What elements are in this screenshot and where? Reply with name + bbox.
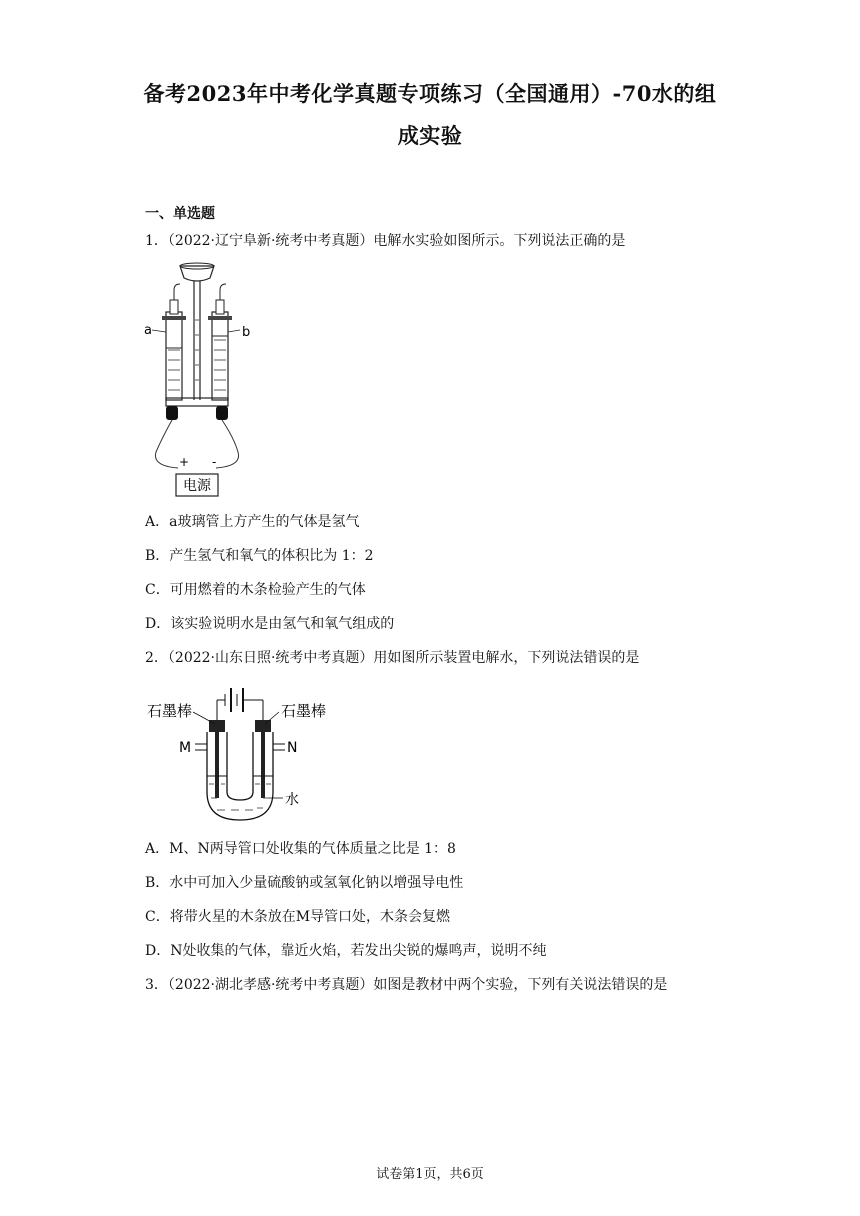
q2-option-d: D．N处收集的气体，靠近火焰，若发出尖锐的爆鸣声，说明不纯 bbox=[145, 943, 547, 959]
question-1-stem: 1．（2022·辽宁阜新·统考中考真题）电解水实验如图所示。下列说法正确的是 bbox=[145, 233, 626, 249]
question-2-stem: 2．（2022·山东日照·统考中考真题）用如图所示装置电解水，下列说法错误的是 bbox=[145, 650, 640, 666]
label-b: b bbox=[242, 325, 251, 340]
label-n: N bbox=[287, 740, 298, 756]
electrolysis-apparatus-figure bbox=[142, 260, 252, 504]
plus-sign: + bbox=[179, 455, 190, 469]
q1-option-d: D．该实验说明水是由氢气和氧气组成的 bbox=[145, 616, 395, 632]
q2-option-c: C．将带火星的木条放在M导管口处，木条会复燃 bbox=[145, 909, 451, 925]
q1-option-a: A．a玻璃管上方产生的气体是氢气 bbox=[145, 514, 360, 530]
label-m: M bbox=[179, 740, 192, 756]
power-source-label: 电源 bbox=[183, 478, 211, 494]
water-label: 水 bbox=[285, 792, 299, 808]
u-tube-electrolysis-figure bbox=[145, 680, 345, 834]
question-3-stem: 3．（2022·湖北孝感·统考中考真题）如图是教材中两个实验，下列有关说法错误的是 bbox=[145, 977, 668, 993]
q1-option-c: C．可用燃着的木条检验产生的气体 bbox=[145, 582, 366, 598]
doc-title-line1: 备考2023年中考化学真题专项练习（全国通用）-70水的组 bbox=[143, 81, 717, 106]
right-graphite-rod-label: 石墨棒 bbox=[281, 702, 327, 720]
doc-title-line2: 成实验 bbox=[397, 123, 463, 148]
section-heading: 一、单选题 bbox=[145, 206, 215, 222]
q2-option-b: B．水中可加入少量硫酸钠或氢氧化钠以增强导电性 bbox=[145, 875, 464, 891]
left-graphite-rod-label: 石墨棒 bbox=[147, 702, 193, 720]
minus-sign: - bbox=[212, 455, 217, 469]
q2-option-a: A．M、N两导管口处收集的气体质量之比是 1：8 bbox=[145, 841, 456, 857]
page-footer: 试卷第1页，共6页 bbox=[376, 1167, 484, 1182]
label-a: a bbox=[144, 323, 152, 338]
q1-option-b: B．产生氢气和氧气的体积比为 1：2 bbox=[145, 548, 374, 564]
